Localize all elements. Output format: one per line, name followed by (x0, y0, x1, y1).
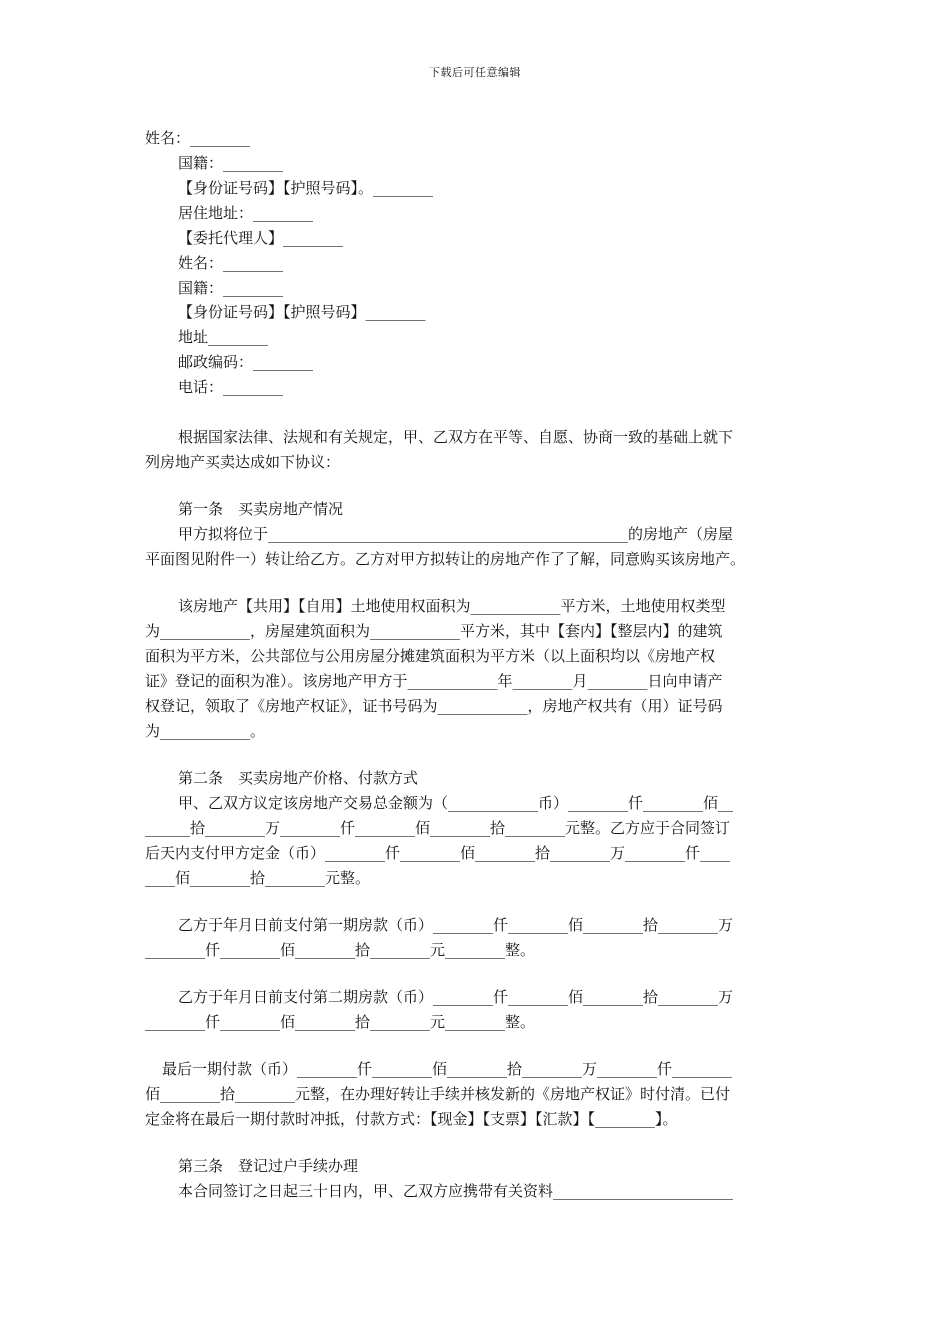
price-line-1: 甲、乙双方议定该房地产交易总金额为（____________币）________仟________佰__ (178, 794, 734, 812)
price-line-2: ______拾________万________仟________佰________拾________元整。乙方应于合同签订 (145, 819, 731, 837)
article-3-title: 第三条 登记过户手续办理 (178, 1157, 359, 1175)
price-line-3: 后天内支付甲方定金（币）________仟________佰________拾________万________仟____ (145, 844, 731, 862)
final-payment-line-3: 定金将在最后一期付款时冲抵，付款方式：【现金】【支票】【汇款】【________】。 (145, 1110, 678, 1128)
agent-postcode-line: 邮政编码：________ (178, 353, 314, 371)
seller-address-line: 居住地址：________ (178, 204, 314, 222)
area-line-4: 证》登记的面积为准）。该房地产甲方于____________年________月________日向申请产 (145, 672, 723, 690)
page-header: 下载后可任意编辑 (429, 66, 521, 79)
area-line-2: 为____________，房屋建筑面积为____________平方米，其中【套内】【整层内】的建筑 (145, 622, 723, 640)
payment-1-line-2: ________仟________佰________拾________元________整。 (145, 941, 536, 959)
preamble-line-1: 根据国家法律、法规和有关规定，甲、乙双方在平等、自愿、协商一致的基础上就下 (178, 428, 734, 446)
price-line-4: ____佰________拾________元整。 (145, 869, 371, 887)
agent-nationality-line: 国籍：________ (178, 279, 284, 297)
agent-name-line: 姓名：________ (178, 254, 284, 272)
agent-line: 【委托代理人】________ (178, 229, 344, 247)
article-2-title: 第二条 买卖房地产价格、付款方式 (178, 769, 419, 787)
seller-nationality-line: 国籍：________ (178, 154, 284, 172)
preamble-line-2: 列房地产买卖达成如下协议： (145, 453, 341, 471)
payment-1-line-1: 乙方于年月日前支付第一期房款（币）________仟________佰________拾________万 (178, 916, 734, 934)
final-payment-line-1: 最后一期付款（币）________仟________佰________拾________万________仟________ (162, 1060, 733, 1078)
article-3-line-1: 本合同签订之日起三十日内，甲、乙双方应携带有关资料________________________ (178, 1182, 734, 1200)
area-line-3: 面积为平方米，公共部位与公用房屋分摊建筑面积为平方米（以上面积均以《房地产权 (145, 647, 716, 665)
agent-id-line: 【身份证号码】【护照号码】________ (178, 303, 426, 321)
payment-2-line-1: 乙方于年月日前支付第二期房款（币）________仟________佰________拾________万 (178, 988, 734, 1006)
seller-id-line: 【身份证号码】【护照号码】。________ (178, 179, 434, 197)
payment-2-line-2: ________仟________佰________拾________元________整。 (145, 1013, 536, 1031)
area-line-1: 该房地产【共用】【自用】土地使用权面积为____________平方米，土地使用权类型 (178, 597, 726, 615)
article-1-title: 第一条 买卖房地产情况 (178, 500, 344, 518)
article-1-line-2: 平面图见附件一）转让给乙方。乙方对甲方拟转让的房地产作了了解，同意购买该房地产。 (145, 550, 746, 568)
agent-address-line: 地址________ (178, 328, 269, 346)
agent-phone-line: 电话：________ (178, 378, 284, 396)
area-line-5: 权登记，领取了《房地产权证》，证书号码为____________，房地产权共有（用）证号码 (145, 697, 723, 715)
article-1-line-1: 甲方拟将位于________________________________________________的房地产（房屋 (178, 525, 734, 543)
seller-name-line: 姓名：________ (145, 129, 251, 147)
final-payment-line-2: 佰________拾________元整，在办理好转让手续并核发新的《房地产权证》时付清。已付 (145, 1085, 731, 1103)
area-line-6: 为____________。 (145, 722, 266, 740)
